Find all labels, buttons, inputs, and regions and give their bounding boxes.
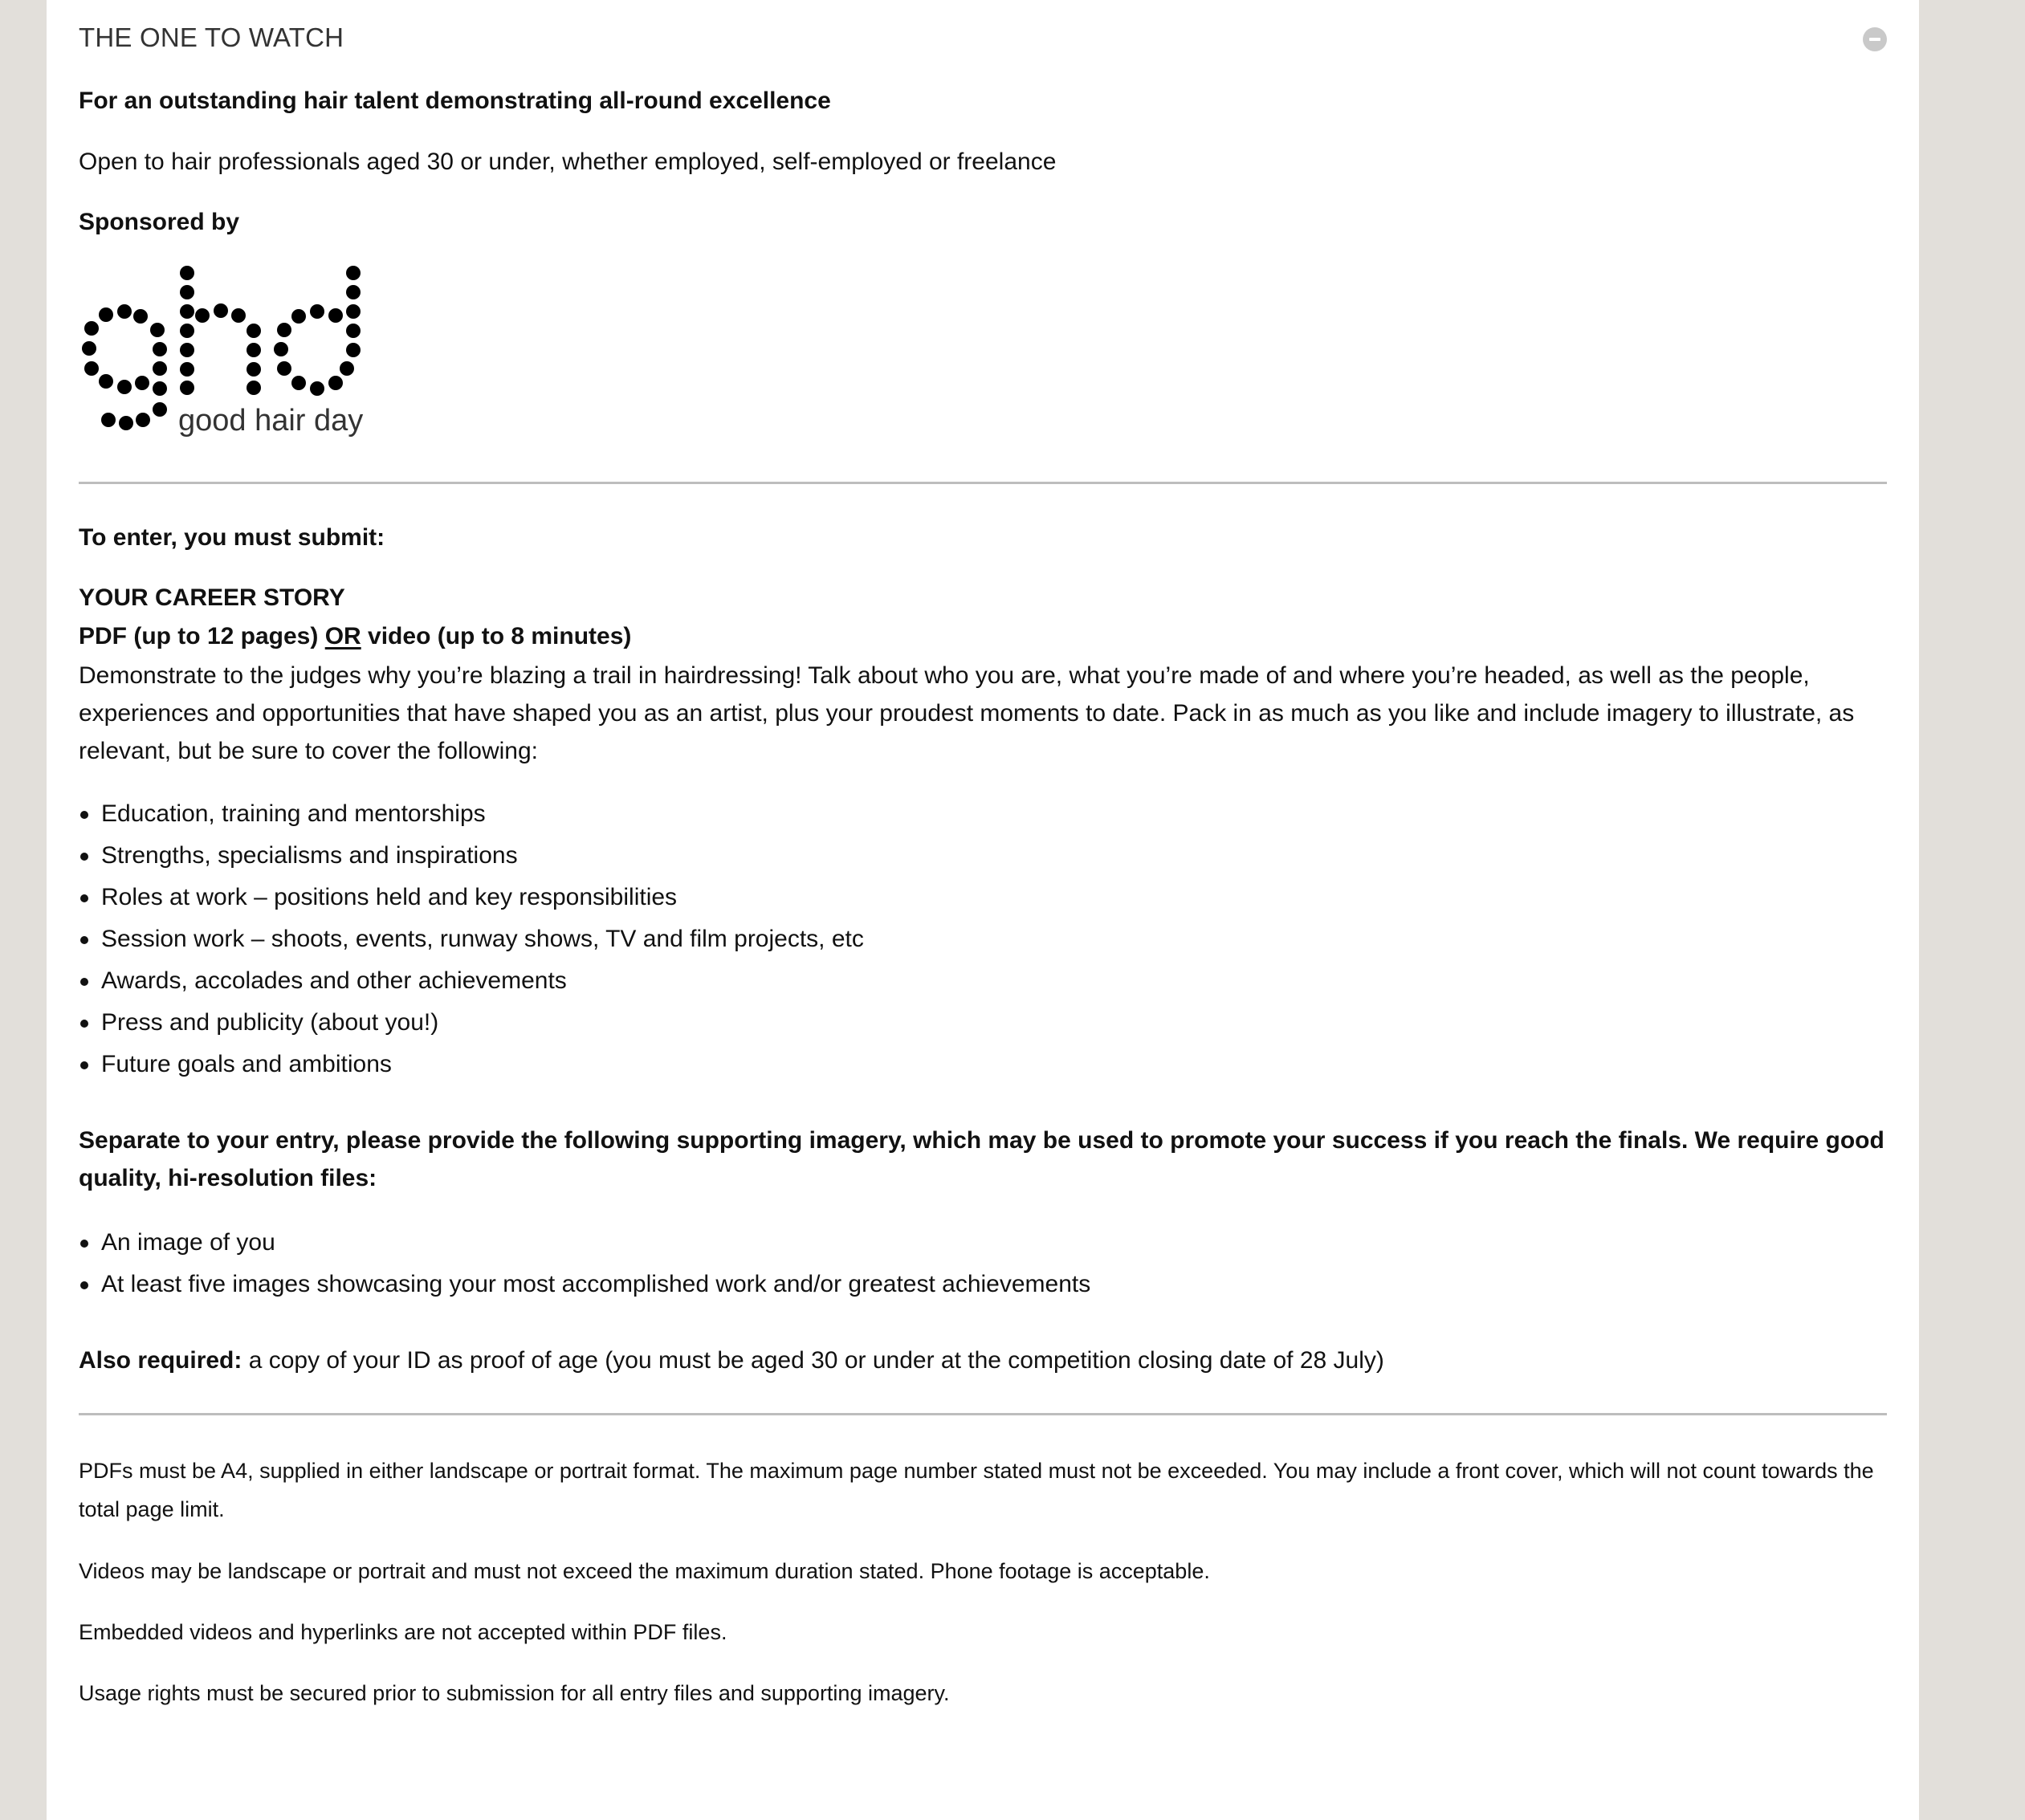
list-item: Education, training and mentorships	[79, 793, 864, 835]
also-required-label: Also required:	[79, 1347, 242, 1374]
topics-list	[79, 793, 864, 1085]
career-story-description: Demonstrate to the judges why you’re blazing a trail in hairdressing! Talk about who you are, what you’re made of and where you’re headed, as well as the people, experiences and opportunities that have shaped you as an artist, plus your proudest moments to date. Pack in as much as you like and include imagery to illustrate, as relevant, but be sure to cover the following:	[79, 662, 1855, 764]
note-video-format: Videos may be landscape or portrait and must not exceed the maximum duration stated. Phone footage is acceptable.	[79, 1559, 1210, 1583]
note-usage-rights: Usage rights must be secured prior to submission for all entry files and supporting imagery.	[79, 1681, 950, 1705]
award-eligibility: Open to hair professionals aged 30 or under, whether employed, self-employed or freelance	[79, 149, 1057, 175]
imagery-heading: Separate to your entry, please provide the following supporting imagery, which may be used to promote your success if you reach the finals. We require good quality, hi-resolution files:	[79, 1127, 1884, 1191]
list-item: Roles at work – positions held and key responsibilities	[79, 877, 864, 918]
list-item: Future goals and ambitions	[79, 1044, 864, 1085]
accordion-header[interactable]	[79, 18, 1887, 58]
accordion-title: THE ONE TO WATCH	[79, 22, 344, 52]
section-title: YOUR CAREER STORY	[79, 584, 345, 611]
list-item: An image of you	[79, 1222, 1090, 1264]
list-item: Press and publicity (about you!)	[79, 1002, 864, 1044]
award-headline: For an outstanding hair talent demonstrating all-round excellence	[79, 88, 831, 114]
format-or: OR	[324, 623, 361, 649]
also-required-text: a copy of your ID as proof of age (you must be aged 30 or under at the competition closing date of 28 July)	[242, 1347, 1384, 1374]
imagery-list	[79, 1222, 1090, 1305]
content-panel	[47, 0, 1919, 1820]
note-embedded: Embedded videos and hyperlinks are not accepted within PDF files.	[79, 1620, 727, 1644]
list-item: At least five images showcasing your most accomplished work and/or greatest achievements	[79, 1264, 1090, 1305]
sponsor-logo	[79, 261, 368, 446]
note-pdf-format: PDFs must be A4, supplied in either landscape or portrait format. The maximum page number stated must not be exceeded. You may include a front cover, which will not count towards the total page limit.	[79, 1459, 1874, 1521]
list-item: Awards, accolades and other achievements	[79, 960, 864, 1002]
minus-circle-icon[interactable]	[1863, 27, 1887, 51]
list-item: Session work – shoots, events, runway shows, TV and film projects, etc	[79, 918, 864, 960]
sponsor-logo-wordmark: good hair day	[178, 404, 364, 438]
format-requirements	[79, 617, 631, 656]
divider	[79, 482, 1887, 484]
sponsored-label: Sponsored by	[79, 209, 240, 235]
divider	[79, 1413, 1887, 1415]
list-item: Strengths, specialisms and inspirations	[79, 835, 864, 877]
entry-intro: To enter, you must submit:	[79, 524, 385, 551]
also-required	[79, 1342, 1384, 1380]
format-pdf: PDF (up to 12 pages)	[79, 623, 325, 649]
format-video: video (up to 8 minutes)	[361, 623, 632, 649]
